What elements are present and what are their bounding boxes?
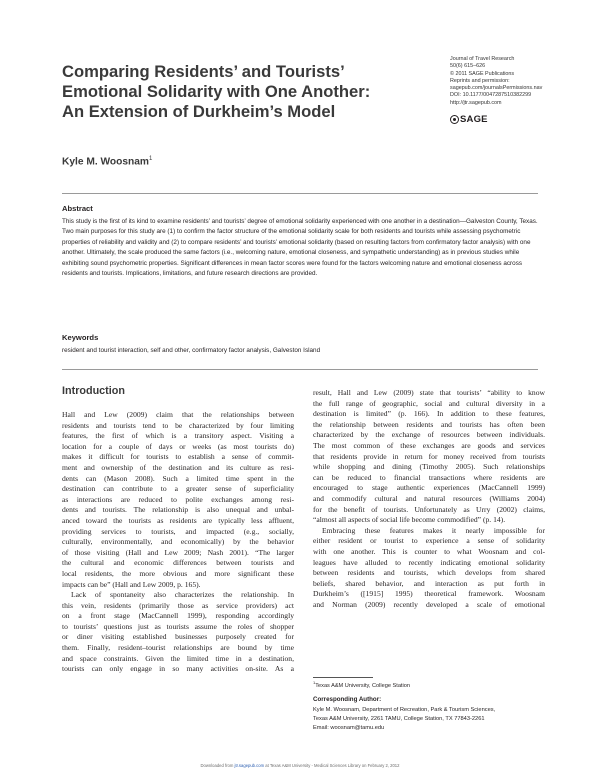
abstract-text: This study is the first of its kind to examine residents’ and tourists’ degree of emotional solidarity experienced with one another in a destination—Galveston County, Texas. Two main purposes for this study are (1) to confirm the factor structure of the emotional solidarity scale for both residents and tourists while assessing psychometric properties of reliability and validity and (2) to compare residents’ and tourists’ emotional solidarity (based on resulting factors from confirmatory factor analysis) with one another. Ultimately, the scale produced the same factors (i.e., welcoming nature, emotional closeness, and sympathetic understanding) as in previous studies while exhibiting sound psychometric properties. Significant differences in mean factor scores were found for the factors welcoming nature and emotional closeness across residents and tourists. Implications, limitations, and future research directions are provided. bbox=[62, 218, 538, 278]
body-text-line: as interactions are reduced to polite exchanges among resi- bbox=[62, 494, 294, 504]
body-text-line: culturally, environmentally, and economically) by the behavior bbox=[62, 537, 294, 547]
footnote-mark: 1 bbox=[313, 680, 316, 685]
body-column-right bbox=[313, 388, 545, 610]
body-text-line: between residents and tourists, which develops from shared bbox=[313, 568, 545, 578]
corresponding-author-line: Kyle M. Woosnam, Department of Recreation, Park & Tourism Sciences, bbox=[313, 707, 496, 713]
body-text-line: on a front stage (MacCannell 1999), responding accordingly bbox=[62, 611, 294, 621]
affiliation-footnote bbox=[313, 680, 410, 689]
title-line: Comparing Residents’ and Tourists’ bbox=[62, 62, 345, 81]
body-text-line: “almost all aspects of social life become commodified” (p. 14). bbox=[313, 515, 506, 525]
body-text-line: for the benefit of tourists. Unfortunately as Urry (2002) claims, bbox=[313, 504, 545, 514]
body-text-line: impacts can be” (Hall and Lew 2009, p. 165). bbox=[62, 579, 201, 589]
body-text-line: and commodify cultural and natural resources (Williams 2004) bbox=[313, 493, 545, 503]
body-text-line: can be reduced to financial transactions where residents are bbox=[313, 472, 545, 482]
body-text-line: encouraged to stage authentic experiences (MacCannell 1999) bbox=[313, 483, 545, 493]
body-text-line: dents and tourists. The relationship is also unequal and unbal- bbox=[62, 505, 294, 515]
body-text-line: tourists can only engage in so many activities on-site. As a bbox=[62, 664, 294, 674]
author-affiliation-mark: 1 bbox=[149, 156, 153, 162]
body-text-line: Lack of spontaneity also characterizes the relationship. In bbox=[71, 590, 294, 600]
body-text-line: them. Finally, resident–tourist relationships are bound by time bbox=[62, 643, 294, 653]
body-column-left bbox=[62, 410, 294, 675]
journal-copyright: © 2011 SAGE Publications bbox=[450, 70, 515, 77]
divider bbox=[62, 369, 538, 370]
body-text-line: The most common of these exchanges are goods and services bbox=[313, 440, 545, 450]
download-notice: Downloaded from jtr.sagepub.com at Texas A&M University - Medical Sciences Library on February 2, 2012 bbox=[200, 763, 400, 768]
corresponding-author-heading: Corresponding Author: bbox=[313, 696, 382, 703]
download-source-link[interactable]: jtr.sagepub.com bbox=[234, 763, 265, 768]
abstract-heading: Abstract bbox=[62, 204, 93, 213]
corresponding-author-line: Texas A&M University, 2261 TAMU, College Station, TX 77843-2261 bbox=[313, 716, 485, 722]
body-text-line: of those visiting (Hall and Lew 2009; Nash 2001). “The larger bbox=[62, 547, 294, 557]
sage-logo-icon bbox=[450, 115, 459, 124]
keywords-text: resident and tourist interaction, self and other, confirmatory factor analysis, Galveston Island bbox=[62, 347, 321, 354]
permissions-link[interactable]: sagepub.com/journalsPermissions.nav bbox=[450, 85, 543, 92]
body-text-line: result, Hall and Lew (2009) state that tourists’ “ability to know bbox=[313, 388, 545, 397]
footnote-divider bbox=[313, 677, 373, 678]
body-text-line: and Norman (2009) recently developed a scale of emotional bbox=[313, 599, 545, 609]
body-text-line: leagues have alluded to recently indicating emotional solidarity bbox=[313, 557, 545, 567]
footnote-text: Texas A&M University, College Station bbox=[315, 682, 410, 689]
body-text-line: location for a couple of days or weeks (as most tourists do) bbox=[62, 441, 294, 451]
body-text-line: Hall and Lew (2009) claim that the relationships between bbox=[62, 410, 294, 419]
journal-name: Journal of Travel Research bbox=[450, 56, 515, 62]
body-text-line: the full range of geographic, social and cultural diversity in a bbox=[313, 398, 545, 408]
body-text-line: providing services to tourists, and impacted (e.g., socially, bbox=[62, 526, 294, 536]
corresponding-author-email[interactable]: Email: woosnam@tamu.edu bbox=[313, 725, 385, 731]
body-text-line: the relationship between residents and tourists has often been bbox=[313, 419, 545, 429]
body-text-line: and space constraints. Given the limited time in a destination, bbox=[62, 653, 294, 663]
body-text-line: characterized by the exchange of resources between individuals. bbox=[313, 430, 545, 440]
journal-volume: 50(6) 615–626 bbox=[450, 63, 486, 70]
body-text-line: residents and tourists tend to be characterized by four limiting bbox=[62, 420, 294, 430]
author-name: Kyle M. Woosnam$^1$ bbox=[62, 156, 153, 168]
reprints-label: Reprints and permission: bbox=[450, 77, 510, 84]
article-title bbox=[62, 62, 412, 122]
body-text-line: beliefs, shared behavior, and interaction as put forth in bbox=[313, 578, 545, 588]
journal-url[interactable]: http://jtr.sagepub.com bbox=[450, 99, 502, 106]
body-text-line: while shopping and dining (Timothy 2005). Such relationships bbox=[313, 462, 545, 472]
body-text-line: dents can (Mason 2008). Such a limited time spent in the bbox=[62, 473, 294, 483]
body-text-line: either resident or tourist to experience a sense of solidarity bbox=[313, 536, 545, 546]
body-text-line: to tourists’ questions just as tourists assume the roles of shopper bbox=[62, 621, 294, 631]
title-line: Emotional Solidarity with One Another: bbox=[62, 82, 371, 101]
body-text-line: makes it difficult for tourists to establish a sense of commit- bbox=[62, 452, 294, 462]
body-text-line: features, the first of which is a transitory aspect. Visiting a bbox=[62, 431, 294, 441]
body-text-line: or diner visiting established businesses purposely created for bbox=[62, 632, 294, 642]
title-line: An Extension of Durkheim’s Model bbox=[62, 102, 336, 121]
body-text-line: that residents provide in return for money received from tourists bbox=[313, 451, 545, 461]
introduction-heading: Introduction bbox=[62, 385, 125, 397]
body-text-line: anced toward the tourists as residents are typically less affluent, bbox=[62, 515, 294, 525]
body-text-line: the cultural and economic differences between tourists and bbox=[62, 558, 294, 568]
body-text-line: Durkheim’s ([1915] 1995) theoretical framework. Woosnam bbox=[313, 589, 545, 599]
publisher-logo-text: SAGE bbox=[460, 114, 488, 125]
doi[interactable]: DOI: 10.1177/0047287510382299 bbox=[450, 92, 532, 99]
body-text-line: Embracing these features makes it nearly impossible for bbox=[322, 525, 545, 535]
divider bbox=[62, 193, 538, 194]
keywords-heading: Keywords bbox=[62, 333, 99, 342]
body-text-line: this vein, residents (primarily those as service providers) act bbox=[62, 600, 294, 610]
corresponding-author-details bbox=[313, 706, 495, 733]
body-text-line: with one another. This is counter to what Woosnam and col- bbox=[313, 546, 545, 556]
body-text-line: local residents, the more obvious and more significant these bbox=[62, 568, 294, 578]
journal-metadata bbox=[450, 56, 590, 107]
body-text-line: destination is limited” (p. 166). In addition to these features, bbox=[313, 409, 545, 419]
body-text-line: ment and ownership of the destination and its culture as resi- bbox=[62, 462, 294, 472]
publisher-logo bbox=[450, 114, 488, 125]
body-text-line: destination can contribute to a greater sense of superficiality bbox=[62, 484, 294, 494]
